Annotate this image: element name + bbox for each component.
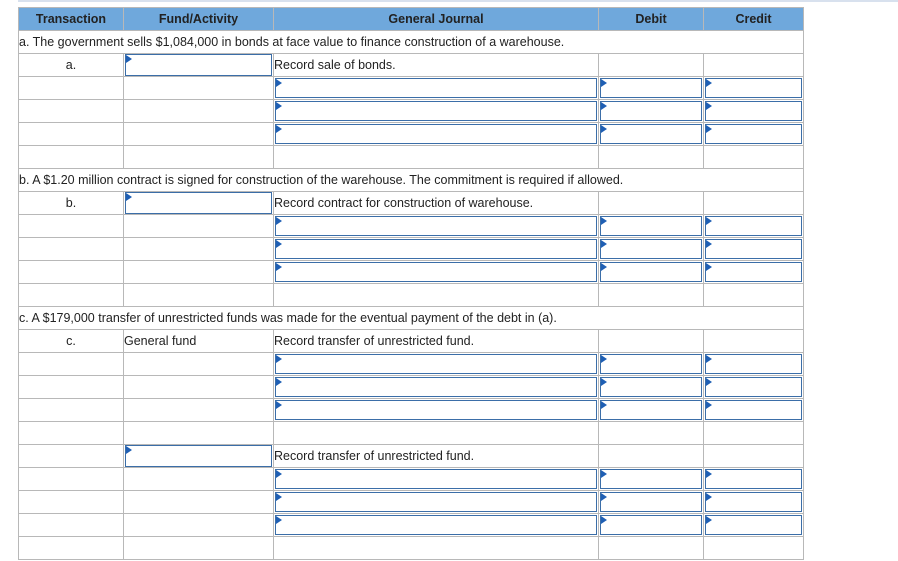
debit-input[interactable] — [600, 239, 702, 259]
empty-cell — [19, 238, 124, 261]
section-c-description-row — [19, 307, 804, 330]
empty-cell — [599, 146, 704, 169]
credit-input[interactable] — [705, 124, 802, 144]
empty-cell — [704, 192, 804, 215]
header-row — [19, 8, 804, 31]
empty-cell — [124, 399, 274, 422]
credit-input[interactable] — [705, 400, 802, 420]
input-marker-icon — [706, 401, 712, 409]
section-c-description: c. A $179,000 transfer of unrestricted funds was made for the eventual payment of the debt in (a). — [19, 307, 804, 330]
account-dropdown[interactable] — [275, 469, 597, 489]
dropdown-marker-icon — [276, 263, 282, 271]
memo-text: Record contract for construction of warehouse. — [274, 192, 599, 215]
account-cell — [274, 77, 599, 100]
empty-cell — [704, 146, 804, 169]
account-cell — [274, 261, 599, 284]
input-marker-icon — [706, 79, 712, 87]
empty-cell — [19, 445, 124, 468]
credit-cell — [704, 123, 804, 146]
input-marker-icon — [706, 263, 712, 271]
empty-cell — [19, 261, 124, 284]
section-a-entry-row — [19, 54, 804, 77]
section-a-spacer-row — [19, 146, 804, 169]
empty-cell — [704, 284, 804, 307]
empty-cell — [124, 468, 274, 491]
credit-input[interactable] — [705, 78, 802, 98]
journal-table — [18, 7, 804, 560]
credit-input[interactable] — [705, 377, 802, 397]
section-a-description-row — [19, 31, 804, 54]
empty-cell — [19, 399, 124, 422]
transaction-label: c. — [19, 330, 124, 353]
transaction-label: a. — [19, 54, 124, 77]
empty-cell — [599, 330, 704, 353]
account-cell — [274, 100, 599, 123]
dropdown-marker-icon — [276, 493, 282, 501]
debit-cell — [599, 468, 704, 491]
empty-cell — [124, 422, 274, 445]
account-dropdown[interactable] — [275, 78, 597, 98]
empty-cell — [19, 284, 124, 307]
debit-cell — [599, 514, 704, 537]
empty-cell — [19, 376, 124, 399]
debit-cell — [599, 261, 704, 284]
memo-text: Record transfer of unrestricted fund. — [274, 330, 599, 353]
debit-input[interactable] — [600, 216, 702, 236]
empty-cell — [124, 491, 274, 514]
empty-cell — [19, 123, 124, 146]
credit-cell — [704, 399, 804, 422]
credit-input[interactable] — [705, 239, 802, 259]
empty-cell — [19, 422, 124, 445]
empty-cell — [704, 330, 804, 353]
debit-input[interactable] — [600, 377, 702, 397]
header-general-journal: General Journal — [274, 8, 599, 31]
dropdown-marker-icon — [276, 401, 282, 409]
section-c-spacer-row — [19, 422, 804, 445]
input-marker-icon — [706, 102, 712, 110]
input-marker-icon — [706, 240, 712, 248]
empty-cell — [274, 422, 599, 445]
section-b-description: b. A $1.20 million contract is signed for construction of the warehouse. The commitment is required if allowed. — [19, 169, 804, 192]
header-debit: Debit — [599, 8, 704, 31]
account-cell — [274, 399, 599, 422]
section-c-entry-row — [19, 330, 804, 353]
credit-cell — [704, 238, 804, 261]
dropdown-marker-icon — [126, 446, 132, 454]
fund-activity-cell — [124, 54, 274, 77]
credit-input[interactable] — [705, 262, 802, 282]
section-c2-entry-row — [19, 445, 804, 468]
input-marker-icon — [601, 263, 607, 271]
account-cell — [274, 514, 599, 537]
account-cell — [274, 353, 599, 376]
empty-cell — [274, 146, 599, 169]
empty-cell — [274, 284, 599, 307]
credit-input[interactable] — [705, 469, 802, 489]
dropdown-marker-icon — [276, 240, 282, 248]
input-marker-icon — [601, 401, 607, 409]
memo-text: Record transfer of unrestricted fund. — [274, 445, 599, 468]
header-transaction: Transaction — [19, 8, 124, 31]
input-marker-icon — [706, 378, 712, 386]
credit-input[interactable] — [705, 101, 802, 121]
debit-input[interactable] — [600, 515, 702, 535]
top-divider — [18, 0, 898, 2]
empty-cell — [599, 54, 704, 77]
input-marker-icon — [601, 516, 607, 524]
dropdown-marker-icon — [126, 55, 132, 63]
credit-cell — [704, 353, 804, 376]
account-dropdown[interactable] — [275, 400, 597, 420]
account-cell — [274, 491, 599, 514]
fund-activity-label: General fund — [124, 330, 274, 353]
empty-cell — [704, 537, 804, 560]
debit-input[interactable] — [600, 469, 702, 489]
empty-cell — [599, 445, 704, 468]
credit-cell — [704, 100, 804, 123]
debit-cell — [599, 238, 704, 261]
input-marker-icon — [706, 516, 712, 524]
section-b-spacer-row — [19, 284, 804, 307]
section-c-line-3 — [19, 399, 804, 422]
empty-cell — [599, 192, 704, 215]
credit-input[interactable] — [705, 515, 802, 535]
input-marker-icon — [706, 470, 712, 478]
account-dropdown[interactable] — [275, 124, 597, 144]
credit-input[interactable] — [705, 354, 802, 374]
account-dropdown[interactable] — [275, 239, 597, 259]
section-c-line-1 — [19, 353, 804, 376]
debit-input[interactable] — [600, 354, 702, 374]
input-marker-icon — [601, 79, 607, 87]
debit-cell — [599, 123, 704, 146]
input-marker-icon — [706, 125, 712, 133]
debit-cell — [599, 215, 704, 238]
input-marker-icon — [706, 217, 712, 225]
account-dropdown[interactable] — [275, 354, 597, 374]
dropdown-marker-icon — [276, 355, 282, 363]
dropdown-marker-icon — [276, 378, 282, 386]
memo-text: Record sale of bonds. — [274, 54, 599, 77]
account-dropdown[interactable] — [275, 377, 597, 397]
empty-cell — [19, 77, 124, 100]
input-marker-icon — [601, 102, 607, 110]
debit-input[interactable] — [600, 78, 702, 98]
transaction-label: b. — [19, 192, 124, 215]
credit-cell — [704, 491, 804, 514]
dropdown-marker-icon — [276, 79, 282, 87]
section-a-description: a. The government sells $1,084,000 in bonds at face value to finance construction of a warehouse. — [19, 31, 804, 54]
empty-cell — [599, 537, 704, 560]
credit-cell — [704, 514, 804, 537]
debit-cell — [599, 491, 704, 514]
account-dropdown[interactable] — [275, 101, 597, 121]
empty-cell — [124, 146, 274, 169]
section-c-line-2 — [19, 376, 804, 399]
section-a-line-2 — [19, 100, 804, 123]
empty-cell — [704, 422, 804, 445]
section-b-line-3 — [19, 261, 804, 284]
fund-activity-dropdown[interactable] — [125, 192, 272, 214]
section-b-description-row — [19, 169, 804, 192]
debit-input[interactable] — [600, 400, 702, 420]
input-marker-icon — [601, 125, 607, 133]
empty-cell — [124, 215, 274, 238]
dropdown-marker-icon — [276, 470, 282, 478]
section-c2-spacer-row — [19, 537, 804, 560]
empty-cell — [124, 537, 274, 560]
fund-activity-dropdown[interactable] — [125, 445, 272, 467]
empty-cell — [19, 514, 124, 537]
credit-cell — [704, 77, 804, 100]
section-b-line-1 — [19, 215, 804, 238]
section-b-line-2 — [19, 238, 804, 261]
empty-cell — [124, 514, 274, 537]
empty-cell — [124, 284, 274, 307]
section-a-line-3 — [19, 123, 804, 146]
account-cell — [274, 238, 599, 261]
empty-cell — [124, 77, 274, 100]
empty-cell — [124, 100, 274, 123]
empty-cell — [599, 284, 704, 307]
input-marker-icon — [601, 240, 607, 248]
debit-cell — [599, 376, 704, 399]
empty-cell — [124, 376, 274, 399]
fund-activity-dropdown[interactable] — [125, 54, 272, 76]
empty-cell — [19, 215, 124, 238]
empty-cell — [274, 537, 599, 560]
account-cell — [274, 123, 599, 146]
debit-cell — [599, 100, 704, 123]
empty-cell — [19, 353, 124, 376]
empty-cell — [19, 491, 124, 514]
input-marker-icon — [601, 217, 607, 225]
account-cell — [274, 376, 599, 399]
section-c2-line-2 — [19, 491, 804, 514]
account-cell — [274, 215, 599, 238]
account-dropdown[interactable] — [275, 216, 597, 236]
input-marker-icon — [706, 493, 712, 501]
empty-cell — [124, 238, 274, 261]
empty-cell — [124, 353, 274, 376]
section-b-entry-row — [19, 192, 804, 215]
header-credit: Credit — [704, 8, 804, 31]
empty-cell — [19, 537, 124, 560]
fund-activity-cell — [124, 192, 274, 215]
fund-activity-cell — [124, 445, 274, 468]
section-c2-line-1 — [19, 468, 804, 491]
credit-cell — [704, 215, 804, 238]
account-cell — [274, 468, 599, 491]
empty-cell — [19, 468, 124, 491]
input-marker-icon — [601, 493, 607, 501]
dropdown-marker-icon — [276, 516, 282, 524]
debit-cell — [599, 353, 704, 376]
dropdown-marker-icon — [126, 193, 132, 201]
dropdown-marker-icon — [276, 125, 282, 133]
empty-cell — [704, 54, 804, 77]
account-dropdown[interactable] — [275, 262, 597, 282]
credit-input[interactable] — [705, 492, 802, 512]
input-marker-icon — [601, 378, 607, 386]
debit-input[interactable] — [600, 492, 702, 512]
debit-input[interactable] — [600, 124, 702, 144]
debit-input[interactable] — [600, 262, 702, 282]
input-marker-icon — [601, 355, 607, 363]
credit-cell — [704, 261, 804, 284]
empty-cell — [704, 445, 804, 468]
credit-input[interactable] — [705, 216, 802, 236]
section-c2-line-3 — [19, 514, 804, 537]
section-a-line-1 — [19, 77, 804, 100]
empty-cell — [19, 146, 124, 169]
input-marker-icon — [706, 355, 712, 363]
credit-cell — [704, 376, 804, 399]
debit-cell — [599, 399, 704, 422]
empty-cell — [19, 100, 124, 123]
credit-cell — [704, 468, 804, 491]
debit-input[interactable] — [600, 101, 702, 121]
empty-cell — [599, 422, 704, 445]
account-dropdown[interactable] — [275, 515, 597, 535]
empty-cell — [124, 261, 274, 284]
dropdown-marker-icon — [276, 217, 282, 225]
header-fund-activity: Fund/Activity — [124, 8, 274, 31]
account-dropdown[interactable] — [275, 492, 597, 512]
empty-cell — [124, 123, 274, 146]
debit-cell — [599, 77, 704, 100]
dropdown-marker-icon — [276, 102, 282, 110]
input-marker-icon — [601, 470, 607, 478]
